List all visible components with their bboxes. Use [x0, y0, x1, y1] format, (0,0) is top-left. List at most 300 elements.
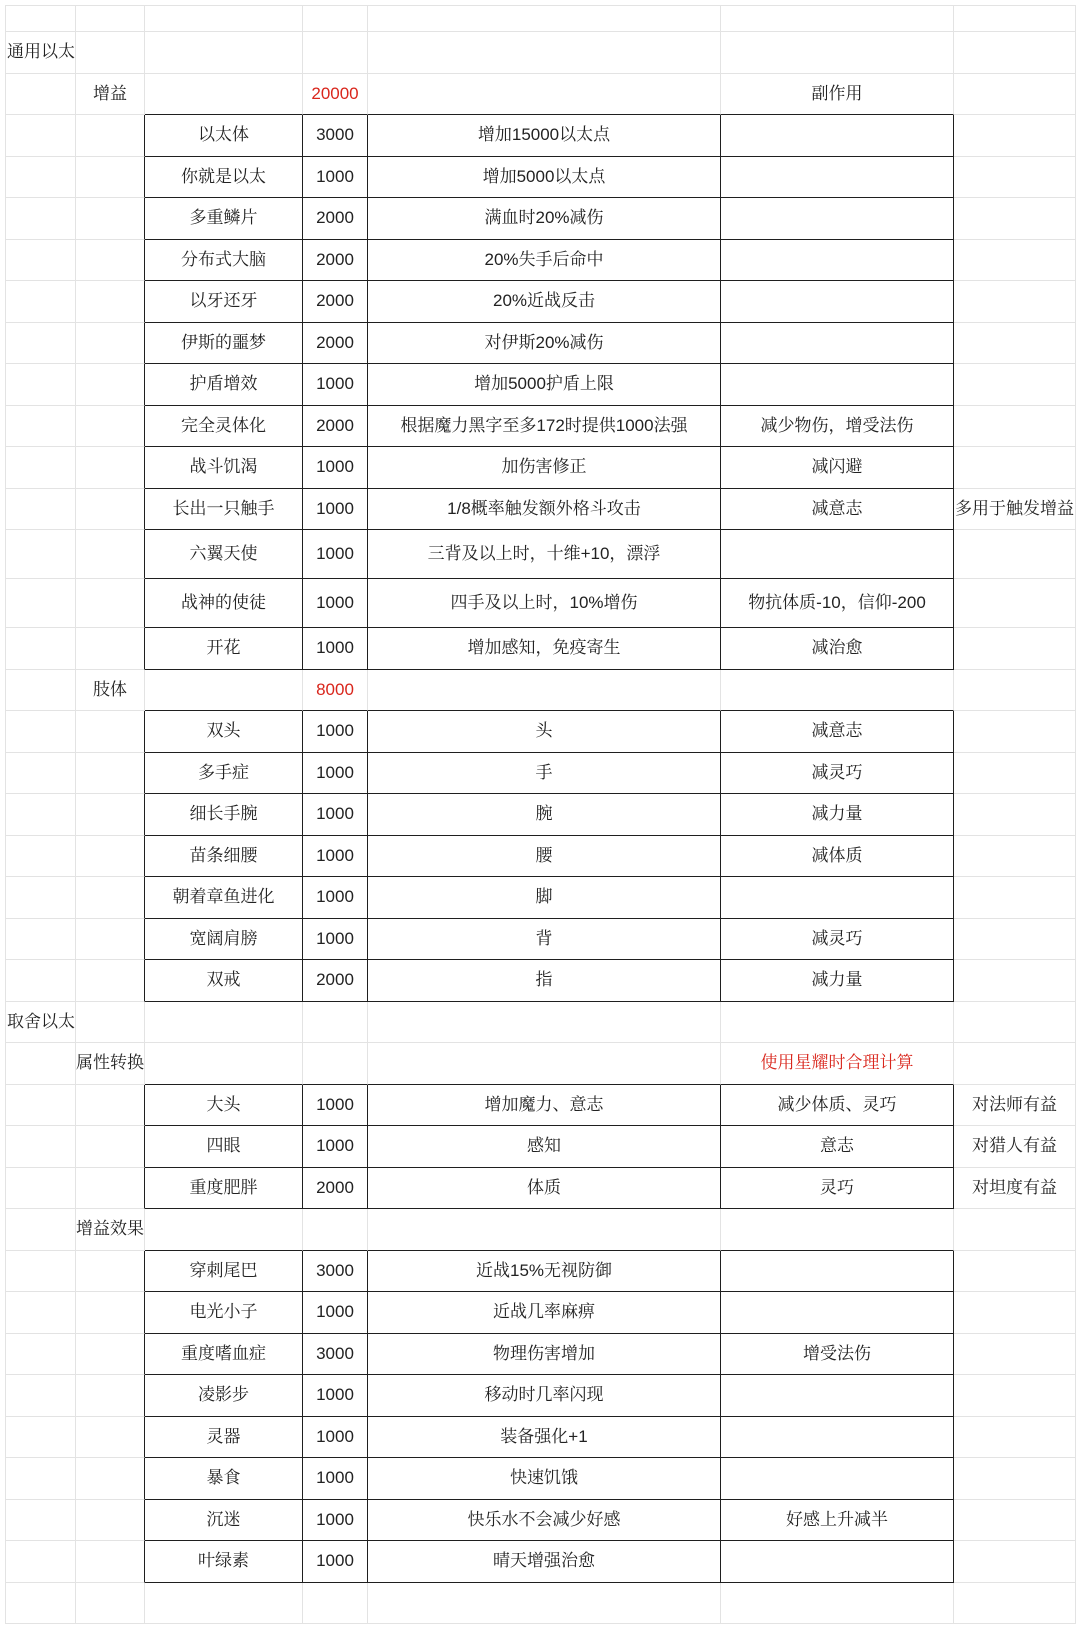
- empty-cell[interactable]: [76, 877, 145, 919]
- empty-cell[interactable]: [954, 1375, 1076, 1417]
- empty-cell[interactable]: [145, 1002, 303, 1044]
- mutation-effect-cell[interactable]: 四手及以上时，10%增伤: [368, 579, 721, 628]
- empty-cell[interactable]: [6, 115, 76, 157]
- empty-cell[interactable]: [6, 74, 76, 116]
- empty-cell[interactable]: [76, 1583, 145, 1625]
- empty-cell[interactable]: [721, 1209, 954, 1251]
- empty-cell[interactable]: [954, 877, 1076, 919]
- empty-cell[interactable]: [303, 1002, 368, 1044]
- mutation-name-cell[interactable]: 细长手腕: [145, 794, 303, 836]
- empty-cell[interactable]: [6, 1375, 76, 1417]
- group-header-row: [6, 1043, 1076, 1085]
- empty-cell[interactable]: [76, 919, 145, 961]
- mutation-cost-cell[interactable]: 1000: [303, 1458, 368, 1500]
- mutation-name-cell[interactable]: 暴食: [145, 1458, 303, 1500]
- mutation-cost-cell[interactable]: 3000: [303, 1334, 368, 1376]
- empty-cell[interactable]: [76, 323, 145, 365]
- empty-cell[interactable]: [6, 364, 76, 406]
- mutation-effect-cell[interactable]: 背: [368, 919, 721, 961]
- section-title[interactable]: 取舍以太: [6, 1002, 76, 1044]
- mutation-effect-cell[interactable]: 对伊斯20%减伤: [368, 323, 721, 365]
- empty-cell[interactable]: [76, 406, 145, 448]
- mutation-side-effect-cell[interactable]: [721, 364, 954, 406]
- empty-cell[interactable]: [76, 1375, 145, 1417]
- mutation-side-effect-cell[interactable]: 物抗体质-10，信仰-200: [721, 579, 954, 628]
- empty-cell[interactable]: [76, 1292, 145, 1334]
- empty-cell[interactable]: [721, 1583, 954, 1625]
- mutation-side-effect-cell[interactable]: 减意志: [721, 711, 954, 753]
- empty-cell[interactable]: [954, 1209, 1076, 1251]
- group-header-row: [6, 1209, 1076, 1251]
- mutation-name-cell[interactable]: 双头: [145, 711, 303, 753]
- empty-cell[interactable]: [76, 1417, 145, 1459]
- mutation-name-cell[interactable]: 你就是以太: [145, 157, 303, 199]
- empty-cell[interactable]: [954, 6, 1076, 32]
- empty-cell[interactable]: [954, 1417, 1076, 1459]
- mutation-cost-cell[interactable]: 1000: [303, 794, 368, 836]
- mutation-side-effect-cell[interactable]: 意志: [721, 1126, 954, 1168]
- empty-cell[interactable]: [6, 1209, 76, 1251]
- spacer-row: [6, 1583, 1076, 1625]
- mutation-cost-cell[interactable]: 1000: [303, 711, 368, 753]
- mutation-name-cell[interactable]: 多重鳞片: [145, 198, 303, 240]
- empty-cell[interactable]: [6, 711, 76, 753]
- empty-cell[interactable]: [6, 198, 76, 240]
- empty-cell[interactable]: [6, 753, 76, 795]
- mutation-side-effect-cell[interactable]: [721, 1417, 954, 1459]
- mutation-cost-cell[interactable]: 1000: [303, 628, 368, 670]
- empty-cell[interactable]: [721, 32, 954, 74]
- mutation-cost-cell[interactable]: 2000: [303, 1168, 368, 1210]
- mutation-side-effect-cell[interactable]: [721, 115, 954, 157]
- empty-cell[interactable]: [145, 1043, 303, 1085]
- table-row: [6, 157, 1076, 199]
- table-row: [6, 364, 1076, 406]
- table-row: [6, 489, 1076, 531]
- empty-cell[interactable]: [954, 240, 1076, 282]
- mutation-name-cell[interactable]: 六翼天使: [145, 530, 303, 579]
- mutation-benefit-cell[interactable]: 对法师有益: [954, 1085, 1076, 1127]
- mutation-name-cell[interactable]: 长出一只触手: [145, 489, 303, 531]
- mutation-cost-cell[interactable]: 1000: [303, 1375, 368, 1417]
- mutation-effect-cell[interactable]: 装备强化+1: [368, 1417, 721, 1459]
- mutation-effect-cell[interactable]: 增加魔力、意志: [368, 1085, 721, 1127]
- spreadsheet-grid: [5, 5, 1076, 1624]
- empty-cell[interactable]: [6, 240, 76, 282]
- empty-cell[interactable]: [76, 960, 145, 1002]
- mutation-name-cell[interactable]: 战斗饥渴: [145, 447, 303, 489]
- mutation-effect-cell[interactable]: 腕: [368, 794, 721, 836]
- empty-cell[interactable]: [76, 794, 145, 836]
- empty-cell[interactable]: [145, 1583, 303, 1625]
- mutation-side-effect-cell[interactable]: [721, 281, 954, 323]
- mutation-name-cell[interactable]: 多手症: [145, 753, 303, 795]
- mutation-side-effect-cell[interactable]: [721, 1292, 954, 1334]
- empty-cell[interactable]: [6, 794, 76, 836]
- mutation-benefit-cell[interactable]: 对猎人有益: [954, 1126, 1076, 1168]
- mutation-name-cell[interactable]: 以牙还牙: [145, 281, 303, 323]
- empty-cell[interactable]: [954, 753, 1076, 795]
- table-row: [6, 1126, 1076, 1168]
- mutation-name-cell[interactable]: 叶绿素: [145, 1541, 303, 1583]
- mutation-name-cell[interactable]: 护盾增效: [145, 364, 303, 406]
- empty-cell[interactable]: [368, 1043, 721, 1085]
- table-row: [6, 1251, 1076, 1293]
- empty-cell[interactable]: [6, 1292, 76, 1334]
- mutation-benefit-cell[interactable]: 对坦度有益: [954, 1168, 1076, 1210]
- mutation-note-cell[interactable]: 多用于触发增益: [954, 489, 1076, 531]
- table-row: [6, 240, 1076, 282]
- mutation-name-cell[interactable]: 凌影步: [145, 1375, 303, 1417]
- mutation-effect-cell[interactable]: 满血时20%减伤: [368, 198, 721, 240]
- mutation-side-effect-cell[interactable]: [721, 1375, 954, 1417]
- mutation-side-effect-cell[interactable]: 减闪避: [721, 447, 954, 489]
- empty-cell[interactable]: [6, 1126, 76, 1168]
- mutation-side-effect-cell[interactable]: [721, 877, 954, 919]
- mutation-side-effect-cell[interactable]: 减灵巧: [721, 919, 954, 961]
- empty-cell[interactable]: [368, 74, 721, 116]
- empty-cell[interactable]: [954, 1541, 1076, 1583]
- empty-cell[interactable]: [76, 240, 145, 282]
- mutation-name-cell[interactable]: 开花: [145, 628, 303, 670]
- mutation-effect-cell[interactable]: 感知: [368, 1126, 721, 1168]
- mutation-effect-cell[interactable]: 物理伤害增加: [368, 1334, 721, 1376]
- mutation-cost-cell[interactable]: 1000: [303, 836, 368, 878]
- empty-cell[interactable]: [6, 281, 76, 323]
- mutation-side-effect-cell[interactable]: [721, 1541, 954, 1583]
- table-row: [6, 406, 1076, 448]
- empty-cell[interactable]: [954, 919, 1076, 961]
- empty-cell[interactable]: [6, 530, 76, 579]
- table-row: [6, 794, 1076, 836]
- mutation-effect-cell[interactable]: 手: [368, 753, 721, 795]
- mutation-name-cell[interactable]: 战神的使徒: [145, 579, 303, 628]
- empty-cell[interactable]: [368, 670, 721, 712]
- table-row: [6, 198, 1076, 240]
- empty-cell[interactable]: [954, 1251, 1076, 1293]
- empty-cell[interactable]: [954, 1292, 1076, 1334]
- empty-cell[interactable]: [954, 1002, 1076, 1044]
- empty-cell[interactable]: [6, 628, 76, 670]
- mutation-side-effect-cell[interactable]: [721, 530, 954, 579]
- empty-cell[interactable]: [6, 323, 76, 365]
- empty-cell[interactable]: [6, 1168, 76, 1210]
- mutation-cost-cell[interactable]: 1000: [303, 530, 368, 579]
- mutation-name-cell[interactable]: 宽阔肩膀: [145, 919, 303, 961]
- group-header-row: [6, 670, 1076, 712]
- mutation-name-cell[interactable]: 重度肥胖: [145, 1168, 303, 1210]
- table-row: [6, 836, 1076, 878]
- mutation-effect-cell[interactable]: 加伤害修正: [368, 447, 721, 489]
- empty-cell[interactable]: [954, 447, 1076, 489]
- empty-cell[interactable]: [6, 1458, 76, 1500]
- empty-cell[interactable]: [76, 1085, 145, 1127]
- mutation-side-effect-cell[interactable]: 减力量: [721, 794, 954, 836]
- mutation-side-effect-cell[interactable]: 减体质: [721, 836, 954, 878]
- mutation-cost-cell[interactable]: 1000: [303, 1126, 368, 1168]
- mutation-cost-cell[interactable]: 2000: [303, 240, 368, 282]
- group-note[interactable]: 使用星耀时合理计算: [721, 1043, 954, 1085]
- empty-cell[interactable]: [368, 6, 721, 32]
- empty-cell[interactable]: [6, 919, 76, 961]
- empty-cell[interactable]: [954, 323, 1076, 365]
- empty-cell[interactable]: [76, 1168, 145, 1210]
- empty-cell[interactable]: [76, 1500, 145, 1542]
- empty-cell[interactable]: [6, 1500, 76, 1542]
- group-total[interactable]: 8000: [303, 670, 368, 712]
- empty-cell[interactable]: [954, 579, 1076, 628]
- section-row: [6, 32, 1076, 74]
- group-label[interactable]: 属性转换: [76, 1043, 145, 1085]
- mutation-cost-cell[interactable]: 1000: [303, 364, 368, 406]
- empty-cell[interactable]: [76, 711, 145, 753]
- mutation-cost-cell[interactable]: 1000: [303, 1417, 368, 1459]
- mutation-cost-cell[interactable]: 3000: [303, 1251, 368, 1293]
- empty-cell[interactable]: [954, 157, 1076, 199]
- mutation-side-effect-cell[interactable]: 减少体质、灵巧: [721, 1085, 954, 1127]
- table-row: [6, 1168, 1076, 1210]
- empty-cell[interactable]: [954, 406, 1076, 448]
- mutation-side-effect-cell[interactable]: [721, 323, 954, 365]
- empty-cell[interactable]: [6, 6, 76, 32]
- empty-cell[interactable]: [954, 1500, 1076, 1542]
- empty-cell[interactable]: [954, 1458, 1076, 1500]
- empty-cell[interactable]: [6, 836, 76, 878]
- empty-cell[interactable]: [954, 628, 1076, 670]
- empty-cell[interactable]: [954, 530, 1076, 579]
- mutation-name-cell[interactable]: 朝着章鱼进化: [145, 877, 303, 919]
- empty-cell[interactable]: [6, 670, 76, 712]
- mutation-cost-cell[interactable]: 2000: [303, 281, 368, 323]
- empty-cell[interactable]: [76, 1002, 145, 1044]
- mutation-side-effect-cell[interactable]: 减意志: [721, 489, 954, 531]
- mutation-name-cell[interactable]: 双戒: [145, 960, 303, 1002]
- mutation-effect-cell[interactable]: 增加15000以太点: [368, 115, 721, 157]
- empty-cell[interactable]: [145, 1209, 303, 1251]
- mutation-name-cell[interactable]: 穿刺尾巴: [145, 1251, 303, 1293]
- mutation-cost-cell[interactable]: 1000: [303, 919, 368, 961]
- mutation-effect-cell[interactable]: 1/8概率触发额外格斗攻击: [368, 489, 721, 531]
- empty-cell[interactable]: [6, 1043, 76, 1085]
- mutation-name-cell[interactable]: 重度嗜血症: [145, 1334, 303, 1376]
- empty-cell[interactable]: [954, 1583, 1076, 1625]
- mutation-cost-cell[interactable]: 3000: [303, 115, 368, 157]
- empty-cell[interactable]: [76, 836, 145, 878]
- mutation-effect-cell[interactable]: 近战15%无视防御: [368, 1251, 721, 1293]
- mutation-name-cell[interactable]: 四眼: [145, 1126, 303, 1168]
- empty-cell[interactable]: [6, 489, 76, 531]
- empty-cell[interactable]: [954, 670, 1076, 712]
- empty-cell[interactable]: [145, 74, 303, 116]
- empty-cell[interactable]: [954, 960, 1076, 1002]
- mutation-side-effect-cell[interactable]: 减灵巧: [721, 753, 954, 795]
- table-row: [6, 753, 1076, 795]
- empty-cell[interactable]: [145, 32, 303, 74]
- mutation-name-cell[interactable]: 伊斯的噩梦: [145, 323, 303, 365]
- group-label[interactable]: 增益效果: [76, 1209, 145, 1251]
- empty-cell[interactable]: [954, 1043, 1076, 1085]
- mutation-effect-cell[interactable]: 近战几率麻痹: [368, 1292, 721, 1334]
- mutation-effect-cell[interactable]: 根据魔力黑字至多172时提供1000法强: [368, 406, 721, 448]
- empty-cell[interactable]: [6, 579, 76, 628]
- mutation-effect-cell[interactable]: 体质: [368, 1168, 721, 1210]
- empty-cell[interactable]: [954, 794, 1076, 836]
- group-label[interactable]: 增益: [76, 74, 145, 116]
- empty-cell[interactable]: [954, 836, 1076, 878]
- empty-cell[interactable]: [76, 628, 145, 670]
- mutation-effect-cell[interactable]: 快乐水不会减少好感: [368, 1500, 721, 1542]
- mutation-effect-cell[interactable]: 头: [368, 711, 721, 753]
- empty-cell[interactable]: [368, 32, 721, 74]
- empty-cell[interactable]: [145, 6, 303, 32]
- table-row: [6, 711, 1076, 753]
- empty-cell[interactable]: [76, 198, 145, 240]
- mutation-name-cell[interactable]: 分布式大脑: [145, 240, 303, 282]
- side-effect-header[interactable]: 副作用: [721, 74, 954, 116]
- empty-cell[interactable]: [145, 670, 303, 712]
- empty-cell[interactable]: [954, 364, 1076, 406]
- mutation-name-cell[interactable]: 以太体: [145, 115, 303, 157]
- empty-cell[interactable]: [76, 6, 145, 32]
- empty-cell[interactable]: [721, 1002, 954, 1044]
- table-row: [6, 1500, 1076, 1542]
- mutation-cost-cell[interactable]: 1000: [303, 157, 368, 199]
- empty-cell[interactable]: [76, 1458, 145, 1500]
- mutation-name-cell[interactable]: 大头: [145, 1085, 303, 1127]
- empty-cell[interactable]: [954, 1334, 1076, 1376]
- mutation-effect-cell[interactable]: 移动时几率闪现: [368, 1375, 721, 1417]
- mutation-cost-cell[interactable]: 2000: [303, 406, 368, 448]
- empty-cell[interactable]: [303, 1209, 368, 1251]
- empty-cell[interactable]: [6, 877, 76, 919]
- mutation-side-effect-cell[interactable]: [721, 240, 954, 282]
- mutation-effect-cell[interactable]: 指: [368, 960, 721, 1002]
- mutation-side-effect-cell[interactable]: [721, 157, 954, 199]
- mutation-cost-cell[interactable]: 1000: [303, 1085, 368, 1127]
- empty-cell[interactable]: [76, 530, 145, 579]
- table-row: [6, 877, 1076, 919]
- mutation-side-effect-cell[interactable]: [721, 1251, 954, 1293]
- mutation-effect-cell[interactable]: 三背及以上时，十维+10，漂浮: [368, 530, 721, 579]
- mutation-effect-cell[interactable]: 腰: [368, 836, 721, 878]
- empty-cell[interactable]: [6, 960, 76, 1002]
- empty-cell[interactable]: [6, 1085, 76, 1127]
- mutation-side-effect-cell[interactable]: [721, 198, 954, 240]
- empty-cell[interactable]: [303, 1043, 368, 1085]
- empty-cell[interactable]: [6, 1251, 76, 1293]
- empty-cell[interactable]: [368, 1583, 721, 1625]
- empty-cell[interactable]: [76, 1126, 145, 1168]
- mutation-cost-cell[interactable]: 1000: [303, 1541, 368, 1583]
- empty-cell[interactable]: [303, 1583, 368, 1625]
- empty-cell[interactable]: [954, 115, 1076, 157]
- empty-cell[interactable]: [76, 364, 145, 406]
- empty-cell[interactable]: [6, 1541, 76, 1583]
- mutation-side-effect-cell[interactable]: 减力量: [721, 960, 954, 1002]
- empty-cell[interactable]: [368, 1002, 721, 1044]
- mutation-name-cell[interactable]: 苗条细腰: [145, 836, 303, 878]
- mutation-side-effect-cell[interactable]: 减少物伤，增受法伤: [721, 406, 954, 448]
- empty-cell[interactable]: [303, 32, 368, 74]
- section-title[interactable]: 通用以太: [6, 32, 76, 74]
- mutation-cost-cell[interactable]: 1000: [303, 579, 368, 628]
- mutation-side-effect-cell[interactable]: 好感上升减半: [721, 1500, 954, 1542]
- mutation-effect-cell[interactable]: 增加5000以太点: [368, 157, 721, 199]
- empty-cell[interactable]: [76, 1541, 145, 1583]
- table-row: [6, 960, 1076, 1002]
- mutation-name-cell[interactable]: 电光小子: [145, 1292, 303, 1334]
- mutation-side-effect-cell[interactable]: 减治愈: [721, 628, 954, 670]
- empty-cell[interactable]: [954, 198, 1076, 240]
- empty-cell[interactable]: [954, 711, 1076, 753]
- empty-cell[interactable]: [721, 6, 954, 32]
- empty-cell[interactable]: [954, 281, 1076, 323]
- empty-cell[interactable]: [6, 406, 76, 448]
- empty-cell[interactable]: [6, 1417, 76, 1459]
- empty-cell[interactable]: [76, 157, 145, 199]
- mutation-cost-cell[interactable]: 1000: [303, 447, 368, 489]
- mutation-effect-cell[interactable]: 增加感知，免疫寄生: [368, 628, 721, 670]
- empty-cell[interactable]: [76, 489, 145, 531]
- mutation-cost-cell[interactable]: 2000: [303, 323, 368, 365]
- spacer-row: [6, 6, 1076, 32]
- group-header-row: [6, 74, 1076, 116]
- mutation-cost-cell[interactable]: 1000: [303, 489, 368, 531]
- mutation-side-effect-cell[interactable]: [721, 1458, 954, 1500]
- mutation-cost-cell[interactable]: 2000: [303, 198, 368, 240]
- empty-cell[interactable]: [6, 447, 76, 489]
- group-total[interactable]: 20000: [303, 74, 368, 116]
- empty-cell[interactable]: [76, 447, 145, 489]
- empty-cell[interactable]: [954, 74, 1076, 116]
- section-row: [6, 1002, 1076, 1044]
- mutation-name-cell[interactable]: 灵器: [145, 1417, 303, 1459]
- mutation-side-effect-cell[interactable]: 增受法伤: [721, 1334, 954, 1376]
- table-row: [6, 115, 1076, 157]
- mutation-cost-cell[interactable]: 1000: [303, 877, 368, 919]
- empty-cell[interactable]: [76, 1334, 145, 1376]
- empty-cell[interactable]: [954, 32, 1076, 74]
- mutation-cost-cell[interactable]: 1000: [303, 753, 368, 795]
- mutation-effect-cell[interactable]: 脚: [368, 877, 721, 919]
- empty-cell[interactable]: [76, 115, 145, 157]
- mutation-name-cell[interactable]: 沉迷: [145, 1500, 303, 1542]
- mutation-cost-cell[interactable]: 1000: [303, 1292, 368, 1334]
- mutation-effect-cell[interactable]: 晴天增强治愈: [368, 1541, 721, 1583]
- empty-cell[interactable]: [6, 1334, 76, 1376]
- mutation-effect-cell[interactable]: 增加5000护盾上限: [368, 364, 721, 406]
- mutation-name-cell[interactable]: 完全灵体化: [145, 406, 303, 448]
- empty-cell[interactable]: [76, 753, 145, 795]
- empty-cell[interactable]: [368, 1209, 721, 1251]
- mutation-effect-cell[interactable]: 20%失手后命中: [368, 240, 721, 282]
- empty-cell[interactable]: [6, 1583, 76, 1625]
- empty-cell[interactable]: [76, 1251, 145, 1293]
- mutation-cost-cell[interactable]: 1000: [303, 1500, 368, 1542]
- empty-cell[interactable]: [6, 157, 76, 199]
- empty-cell[interactable]: [76, 32, 145, 74]
- table-row: [6, 1417, 1076, 1459]
- empty-cell[interactable]: [76, 579, 145, 628]
- group-label[interactable]: 肢体: [76, 670, 145, 712]
- empty-cell[interactable]: [76, 281, 145, 323]
- mutation-cost-cell[interactable]: 2000: [303, 960, 368, 1002]
- empty-cell[interactable]: [303, 6, 368, 32]
- mutation-effect-cell[interactable]: 快速饥饿: [368, 1458, 721, 1500]
- mutation-effect-cell[interactable]: 20%近战反击: [368, 281, 721, 323]
- empty-cell[interactable]: [721, 670, 954, 712]
- mutation-side-effect-cell[interactable]: 灵巧: [721, 1168, 954, 1210]
